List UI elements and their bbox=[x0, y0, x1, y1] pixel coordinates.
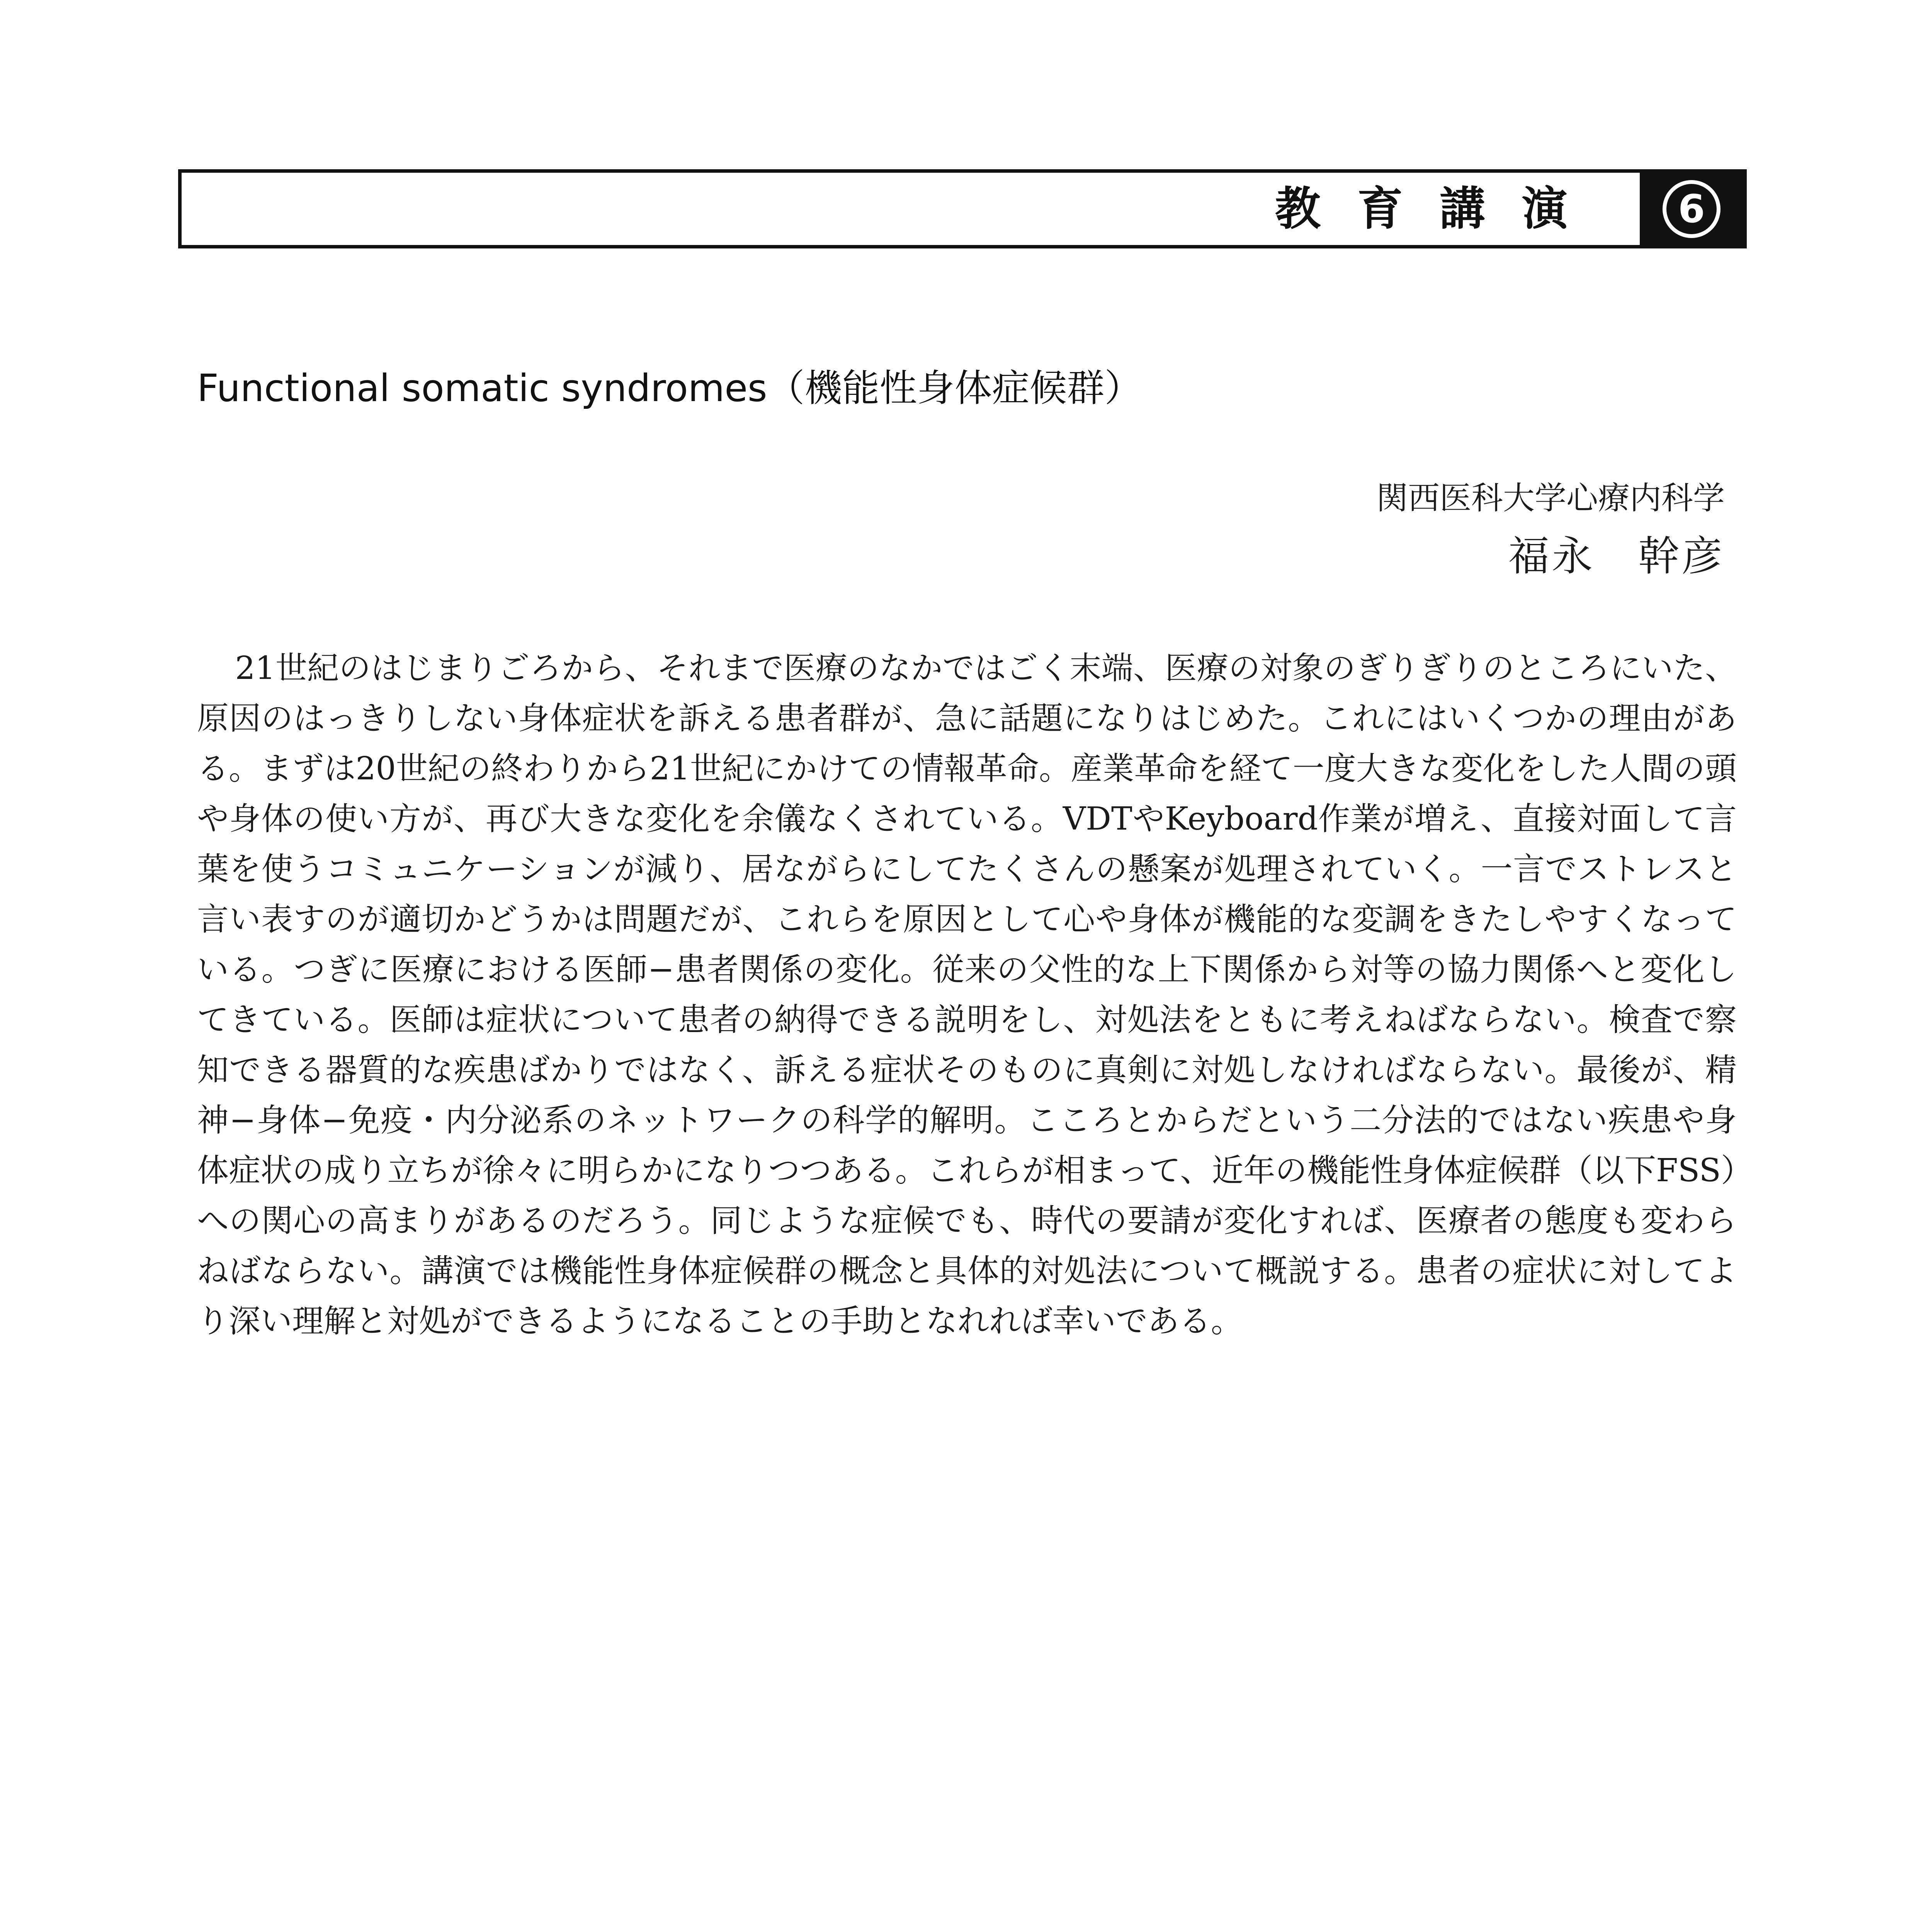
section-number-badge bbox=[1640, 173, 1743, 245]
abstract-body: 21世紀のはじまりごろから、それまで医療のなかではごく末端、医療の対象のぎりぎりのところにいた、原因のはっきりしない身体症状を訴える患者群が、急に話題になりはじめた。これにはいくつかの理由がある。まずは20世紀の終わりから21世紀にかけての情報革命。産業革命を経て一度大きな変化をした人間の頭や身体の使い方が、再び大きな変化を余儀なくされている。VDTやKeyboard作業が増え、直接対面して言葉を使うコミュニケーションが減り、居ながらにしてたくさんの懸案が処理されていく。一言でストレスと言い表すのが適切かどうかは問題だが、これらを原因として心や身体が機能的な変調をきたしやすくなっている。つぎに医療における医師−患者関係の変化。従来の父性的な上下関係から対等の協力関係へと変化してきている。医師は症状について患者の納得できる説明をし、対処法をともに考えねばならない。検査で察知できる器質的な疾患ばかりではなく、訴える症状そのものに真剣に対処しなければならない。最後が、精神−身体−免疫・内分泌系のネットワークの科学的解明。こころとからだという二分法的ではない疾患や身体症状の成り立ちが徐々に明らかになりつつある。これらが相まって、近年の機能性身体症候群（以下FSS）への関心の高まりがあるのだろう。同じような症候でも、時代の要請が変化すれば、医療者の態度も変わらねばならない。講演では機能性身体症候群の概念と具体的対処法について概説する。患者の症状に対してより深い理解と対処ができるようになることの手助となれれば幸いである。 bbox=[197, 650, 1737, 1340]
author-name: 福永 幹彦 bbox=[1508, 532, 1725, 580]
author-affiliation: 関西医科大学心療内科学 bbox=[1376, 480, 1725, 517]
section-title: 教育講演 bbox=[1275, 182, 1604, 235]
section-number: 6 bbox=[1663, 180, 1720, 238]
section-header-banner bbox=[178, 169, 1747, 248]
paper-title: Functional somatic syndromes（機能性身体症候群） bbox=[197, 366, 1142, 410]
